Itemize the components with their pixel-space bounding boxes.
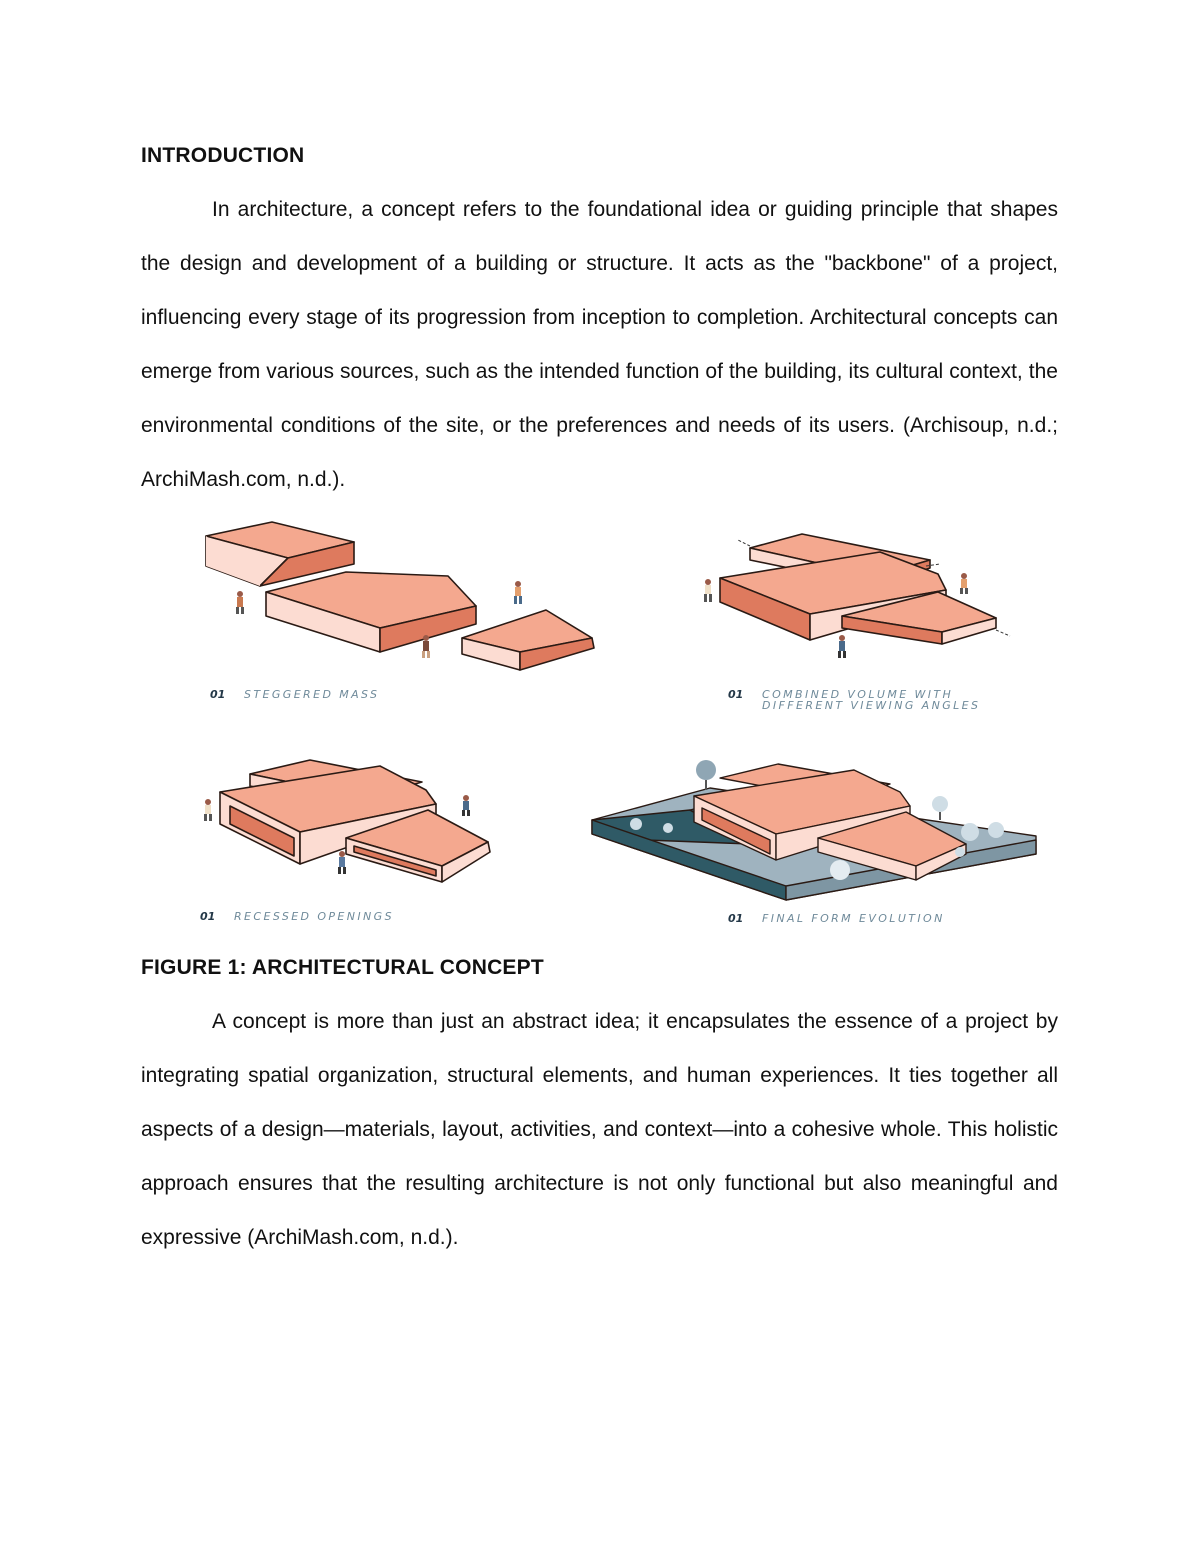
introduction-heading: INTRODUCTION — [141, 144, 305, 167]
panel-3-number: 01 — [200, 910, 216, 923]
panel-recessed-openings — [220, 760, 490, 882]
panel-4-label: FINAL FORM EVOLUTION — [762, 912, 945, 925]
caption-final-form — [728, 912, 945, 925]
panel-combined-volume — [720, 534, 996, 644]
figure-caption: FIGURE 1: ARCHITECTURAL CONCEPT — [141, 956, 544, 979]
caption-steggered-mass — [210, 688, 379, 701]
panel-steggered-mass — [206, 522, 594, 670]
caption-recessed-openings — [200, 910, 394, 923]
caption-combined-volume — [728, 688, 980, 712]
panel-1-label: STEGGERED MASS — [244, 688, 380, 701]
panel-2-label-line1: COMBINED VOLUME WITH — [762, 688, 954, 701]
panel-2-number: 01 — [728, 688, 744, 701]
introduction-paragraph: In architecture, a concept refers to the foundational idea or guiding principle that shapes the design and development of a building or structure. It acts as the "backbone" of a project, influencing every stage of its progression from inception to completion. Architectural concepts can emerge from various sources, such as the intended function of the building, its cultural context, the environmental conditions of the site, or the preferences and needs of its users. (Archisoup, n.d.; ArchiMash.com, n.d.). — [141, 198, 1058, 491]
panel-3-label: RECESSED OPENINGS — [234, 910, 394, 923]
architectural-concept-figure — [190, 520, 1070, 930]
panel-2-label-line2: DIFFERENT VIEWING ANGLES — [762, 699, 981, 712]
panel-4-number: 01 — [728, 912, 744, 925]
body-paragraph: A concept is more than just an abstract idea; it encapsulates the essence of a project by integrating spatial organization, structural elements, and human experiences. It ties together all aspects of a design—materials, layout, activities, and context—into a cohesive whole. This holistic approach ensures that the resulting architecture is not only functional but also meaningful and expressive (ArchiMash.com, n.d.). — [141, 1010, 1058, 1249]
panel-1-number: 01 — [210, 688, 226, 701]
